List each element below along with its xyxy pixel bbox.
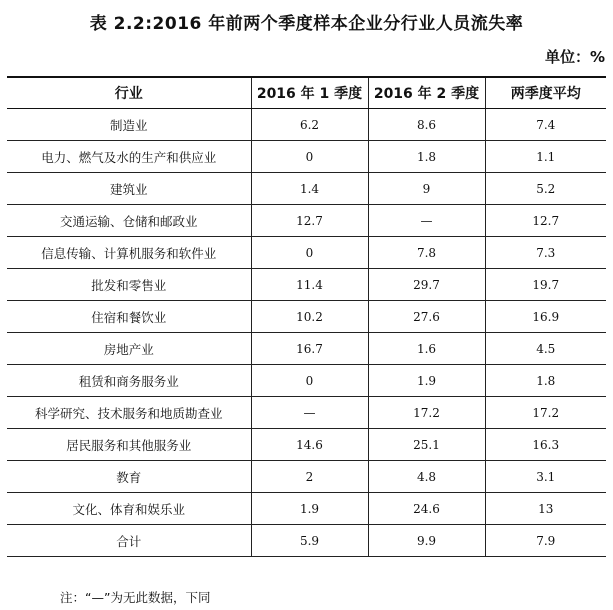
industry-cell: 合计: [7, 525, 251, 557]
industry-cell: 租赁和商务服务业: [7, 365, 251, 397]
q1-value-cell: 0: [251, 141, 368, 173]
header-2016-q2: 2016 年 2 季度: [368, 77, 485, 109]
industry-cell: 建筑业: [7, 173, 251, 205]
average-value-cell: 13: [485, 493, 606, 525]
header-2016-q1: 2016 年 1 季度: [251, 77, 368, 109]
q1-value-cell: 11.4: [251, 269, 368, 301]
industry-cell: 批发和零售业: [7, 269, 251, 301]
q2-value-cell: —: [368, 205, 485, 237]
average-value-cell: 3.1: [485, 461, 606, 493]
q1-value-cell: 1.9: [251, 493, 368, 525]
q2-value-cell: 25.1: [368, 429, 485, 461]
average-value-cell: 17.2: [485, 397, 606, 429]
table-row: [7, 429, 606, 461]
average-value-cell: 16.3: [485, 429, 606, 461]
q2-value-cell: 27.6: [368, 301, 485, 333]
q2-value-cell: 9: [368, 173, 485, 205]
q2-value-cell: 8.6: [368, 109, 485, 141]
table-row: [7, 301, 606, 333]
industry-cell: 住宿和餐饮业: [7, 301, 251, 333]
industry-cell: 电力、燃气及水的生产和供应业: [7, 141, 251, 173]
q1-value-cell: 12.7: [251, 205, 368, 237]
q1-value-cell: 6.2: [251, 109, 368, 141]
table-row: [7, 365, 606, 397]
q2-value-cell: 7.8: [368, 237, 485, 269]
q2-value-cell: 24.6: [368, 493, 485, 525]
table-header-row: [7, 77, 606, 109]
table-row: [7, 269, 606, 301]
q1-value-cell: 14.6: [251, 429, 368, 461]
q2-value-cell: 9.9: [368, 525, 485, 557]
industry-cell: 教育: [7, 461, 251, 493]
q2-value-cell: 1.6: [368, 333, 485, 365]
average-value-cell: 5.2: [485, 173, 606, 205]
industry-cell: 交通运输、仓储和邮政业: [7, 205, 251, 237]
attrition-rate-table: [7, 76, 606, 557]
industry-cell: 房地产业: [7, 333, 251, 365]
unit-label: 单位：%: [544, 48, 605, 66]
q2-value-cell: 17.2: [368, 397, 485, 429]
q1-value-cell: 10.2: [251, 301, 368, 333]
average-value-cell: 1.1: [485, 141, 606, 173]
average-value-cell: 4.5: [485, 333, 606, 365]
q2-value-cell: 29.7: [368, 269, 485, 301]
average-value-cell: 7.3: [485, 237, 606, 269]
table-row: [7, 205, 606, 237]
q1-value-cell: —: [251, 397, 368, 429]
table-row: [7, 461, 606, 493]
average-value-cell: 7.4: [485, 109, 606, 141]
header-two-quarter-average: 两季度平均: [485, 77, 606, 109]
q2-value-cell: 4.8: [368, 461, 485, 493]
table-row: [7, 493, 606, 525]
header-industry: 行业: [7, 77, 251, 109]
average-value-cell: 19.7: [485, 269, 606, 301]
table-row: [7, 525, 606, 557]
industry-cell: 居民服务和其他服务业: [7, 429, 251, 461]
average-value-cell: 1.8: [485, 365, 606, 397]
q1-value-cell: 16.7: [251, 333, 368, 365]
table-title: 表 2.2:2016 年前两个季度样本企业分行业人员流失率: [89, 14, 524, 34]
table-row: [7, 237, 606, 269]
footnote: 注：“—”为无此数据，下同: [60, 590, 211, 605]
q1-value-cell: 0: [251, 365, 368, 397]
table-body: [7, 109, 606, 557]
table-row: [7, 173, 606, 205]
q1-value-cell: 1.4: [251, 173, 368, 205]
industry-cell: 科学研究、技术服务和地质勘查业: [7, 397, 251, 429]
industry-cell: 制造业: [7, 109, 251, 141]
table-row: [7, 109, 606, 141]
industry-cell: 信息传输、计算机服务和软件业: [7, 237, 251, 269]
table-row: [7, 141, 606, 173]
average-value-cell: 7.9: [485, 525, 606, 557]
average-value-cell: 16.9: [485, 301, 606, 333]
q2-value-cell: 1.8: [368, 141, 485, 173]
table-row: [7, 397, 606, 429]
q1-value-cell: 0: [251, 237, 368, 269]
table-row: [7, 333, 606, 365]
q1-value-cell: 2: [251, 461, 368, 493]
q2-value-cell: 1.9: [368, 365, 485, 397]
average-value-cell: 12.7: [485, 205, 606, 237]
industry-cell: 文化、体育和娱乐业: [7, 493, 251, 525]
q1-value-cell: 5.9: [251, 525, 368, 557]
